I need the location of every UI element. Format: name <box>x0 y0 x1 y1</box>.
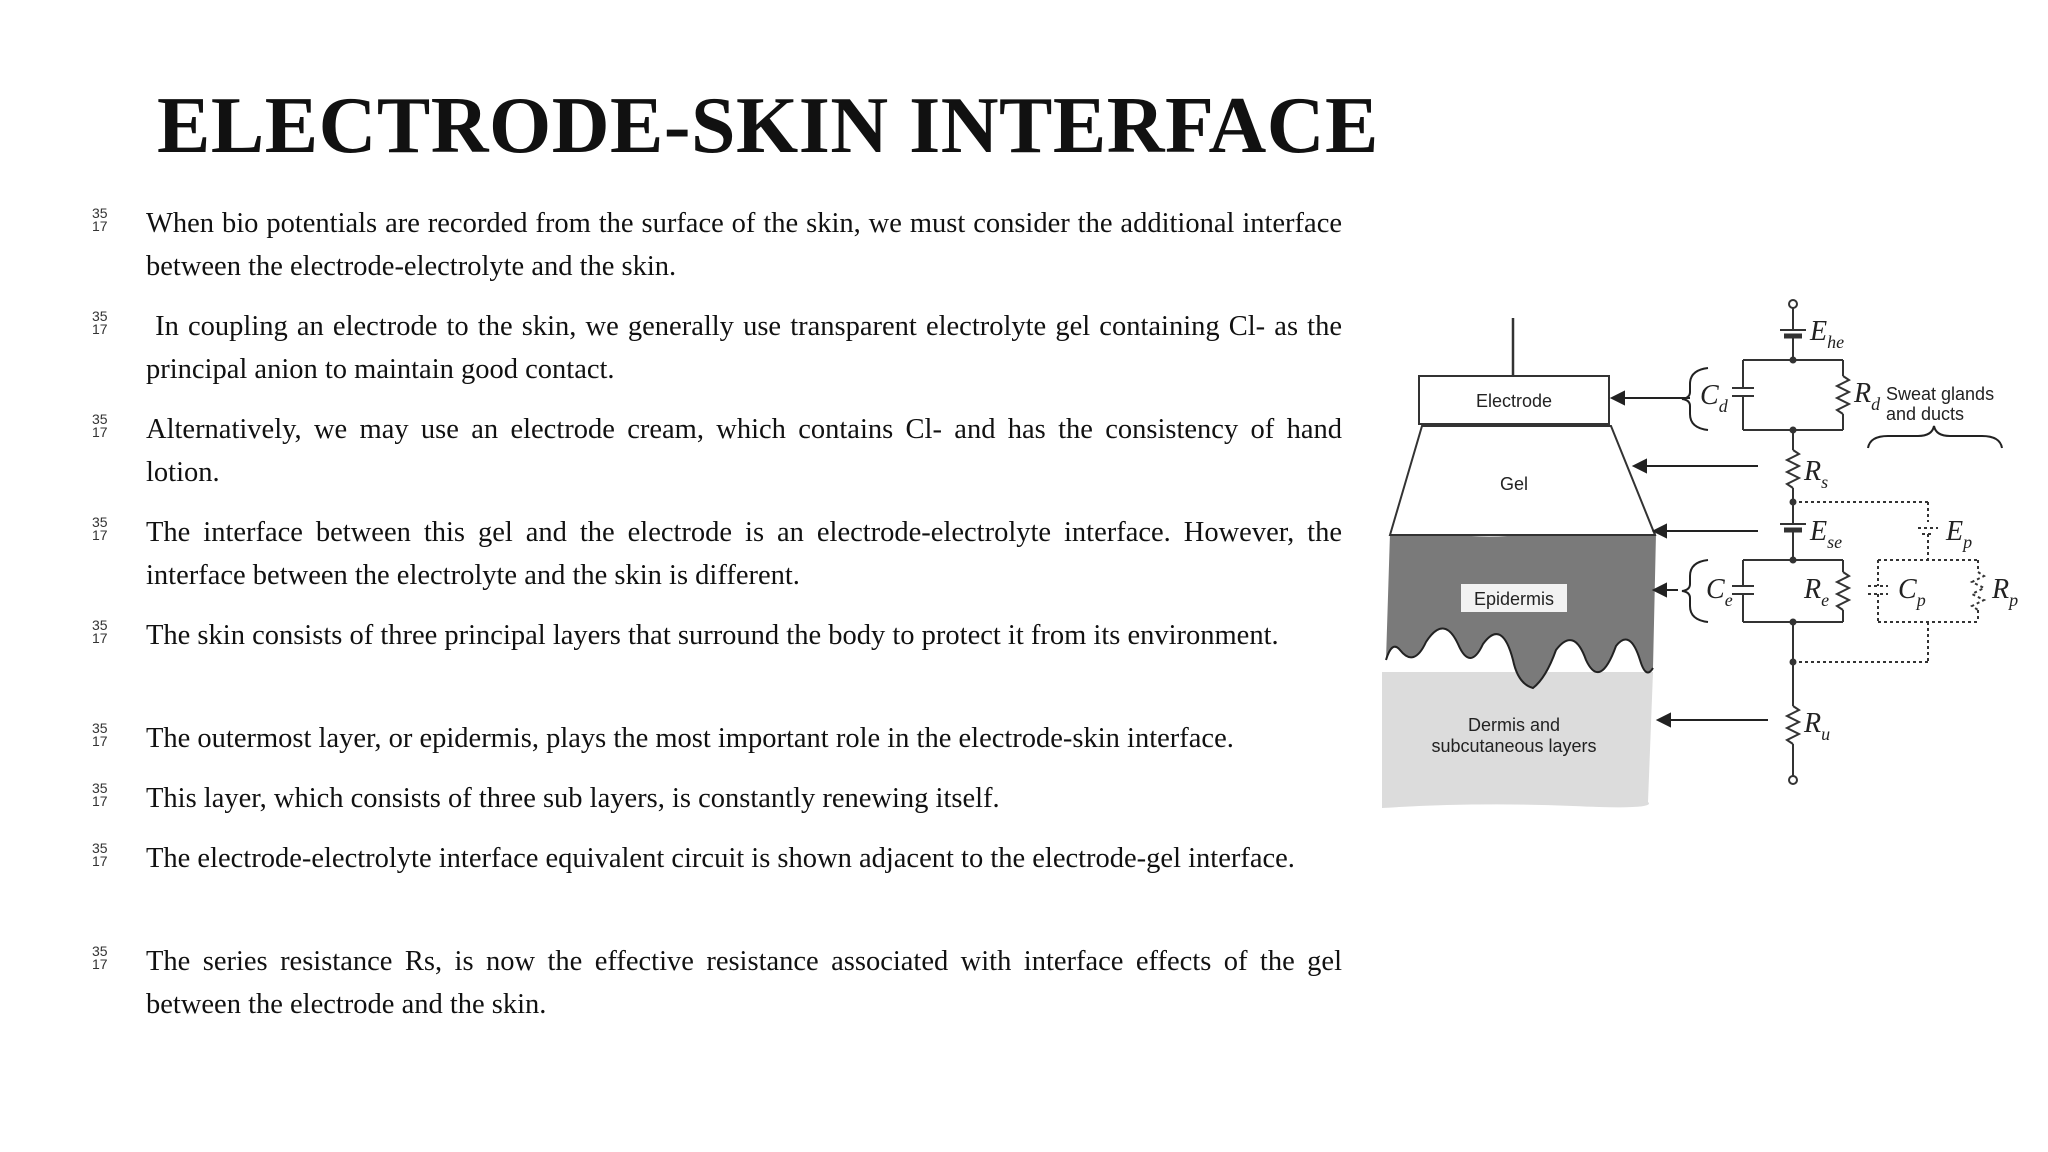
bullet-text: The skin consists of three principal layers that surround the body to protect it from its environment. <box>146 620 1279 651</box>
diagram-svg <box>1378 288 2028 818</box>
label-c-p: $C_p$ <box>1898 574 1926 610</box>
bullet-item <box>92 305 1350 408</box>
label-r-d: $R_d$ <box>1854 378 1881 414</box>
bullet-marker-icon: 35 17 <box>92 617 108 646</box>
bullet-marker-icon: 35 17 <box>92 943 108 972</box>
bullet-item <box>92 777 1342 837</box>
bullet-item <box>92 940 1342 1043</box>
electrode-skin-diagram <box>1378 288 2028 818</box>
brace-ce <box>1682 560 1708 622</box>
bullet-list <box>92 202 1350 1043</box>
bullet-item <box>92 614 1342 717</box>
gel-label: Gel <box>1499 474 1529 494</box>
bullet-item <box>92 408 1342 511</box>
bullet-marker-icon: 35 17 <box>92 308 108 337</box>
bullet-marker-icon: 35 17 <box>92 780 108 809</box>
label-r-s: $R_s$ <box>1804 456 1829 492</box>
label-e-p: $E_p$ <box>1946 516 1973 552</box>
bullet-text: This layer, which consists of three sub layers, is constantly renewing itself. <box>146 783 1000 814</box>
epidermis-label: Epidermis <box>1473 589 1555 609</box>
dermis-label-line2: subcutaneous layers <box>1431 736 1597 756</box>
electrode-label: Electrode <box>1475 391 1553 411</box>
bullet-text: Alternatively, we may use an electrode cream, which contains Cl- and has the consistency of hand lotion. <box>146 414 1342 488</box>
bullet-marker-icon: 35 17 <box>92 840 108 869</box>
bullet-item <box>92 511 1342 614</box>
bullet-marker-icon: 35 17 <box>92 411 108 440</box>
label-r-u: $R_u$ <box>1804 708 1831 744</box>
label-r-e: $R_e$ <box>1804 574 1830 610</box>
label-c-e: $C_e$ <box>1706 574 1733 610</box>
sweat-label-line1: Sweat glands <box>1886 384 1995 404</box>
bullet-marker-icon: 35 17 <box>92 205 108 234</box>
slide-title: ELECTRODE-SKIN INTERFACE <box>157 82 1379 170</box>
bullet-item <box>92 837 1342 940</box>
bullet-text: The interface between this gel and the electrode is an electrode-electrolyte interface. However, the interface between the electrolyte and the skin is different. <box>146 517 1342 591</box>
label-c-d: $C_d$ <box>1700 380 1728 416</box>
bullet-text: The outermost layer, or epidermis, plays the most important role in the electrode-skin interface. <box>146 723 1234 754</box>
bullet-text: In coupling an electrode to the skin, we generally use transparent electrolyte gel containing Cl- as the principal anion to maintain good contact. <box>146 311 1350 385</box>
label-e-se: $E_{se}$ <box>1810 516 1843 552</box>
bullet-item <box>92 202 1342 305</box>
bullet-marker-icon: 35 17 <box>92 720 108 749</box>
sweat-label-line2: and ducts <box>1886 404 1965 424</box>
bullet-item <box>92 717 1342 777</box>
dermis-label-line1: Dermis and <box>1467 715 1561 735</box>
bullet-text: When bio potentials are recorded from the surface of the skin, we must consider the additional interface between the electrode-electrolyte and the skin. <box>146 208 1342 282</box>
label-e-he: $E_{he}$ <box>1810 316 1845 352</box>
bullet-text: The electrode-electrolyte interface equivalent circuit is shown adjacent to the electrode-gel interface. <box>146 843 1295 874</box>
label-r-p: $R_p$ <box>1992 574 2019 610</box>
brace-sweat <box>1868 426 2002 448</box>
bullet-text: The series resistance Rs, is now the effective resistance associated with interface effects of the gel between the electrode and the skin. <box>146 946 1342 1020</box>
bullet-marker-icon: 35 17 <box>92 514 108 543</box>
